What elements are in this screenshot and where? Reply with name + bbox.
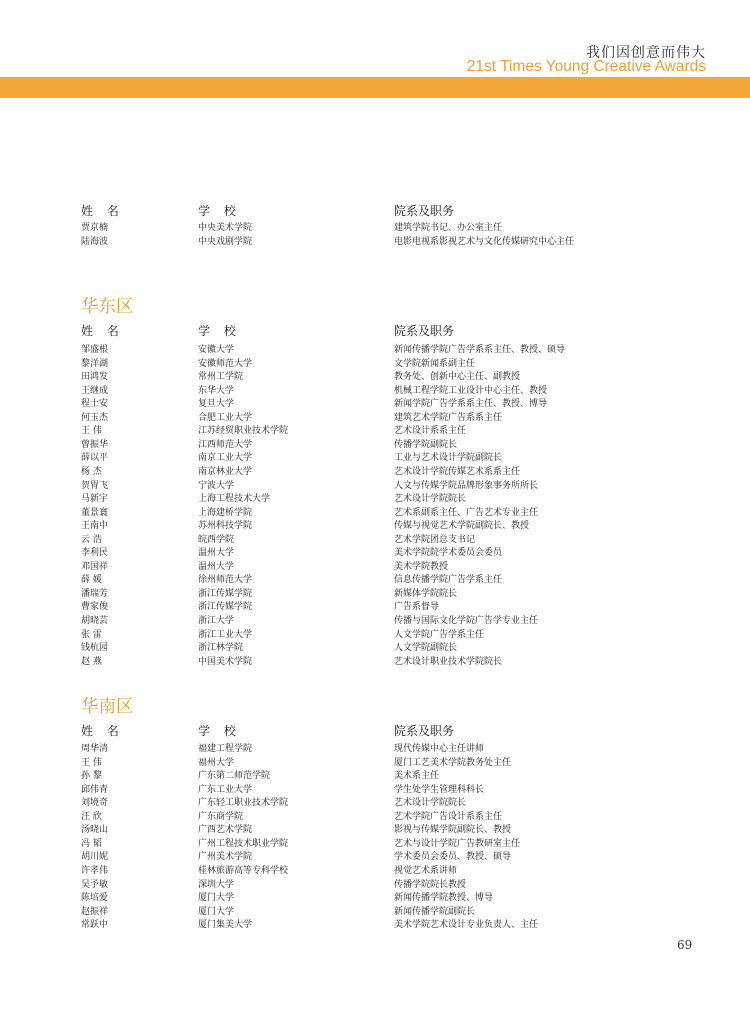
table-row [0,222,750,236]
position-cell: 人文学院副院长 [394,643,458,654]
header-bar [0,77,750,98]
school-cell: 温州大学 [198,548,235,559]
column-header-cell: 院系及职务 [394,204,455,218]
school-cell: 江苏经贸职业技术学院 [198,426,289,437]
school-cell: 安徽师范大学 [198,358,253,369]
table-row [0,520,750,534]
school-cell: 东华大学 [198,385,235,396]
school-cell: 广州工程技术职业学院 [198,838,289,849]
name-cell: 胡川妮 [81,852,109,863]
position-cell: 新闻传播学院副院长 [394,906,476,917]
table-row [0,811,750,825]
name-cell: 许孝伟 [81,865,109,876]
column-header-cell: 学 校 [198,724,241,738]
name-cell: 王 伟 [81,426,102,437]
position-cell: 教务处、创新中心主任、副教授 [394,372,521,383]
column-header-cell: 院系及职务 [394,324,455,338]
table-row [0,588,750,602]
name-cell: 孙 黎 [81,771,102,782]
table-row [0,574,750,588]
table-row [0,851,750,865]
position-cell: 机械工程学院工业设计中心主任、教授 [394,385,548,396]
position-cell: 工业与艺术设计学院副院长 [394,453,503,464]
position-cell: 艺术系副系主任、广告艺术专业主任 [394,507,539,518]
table-row [0,838,750,852]
school-cell: 浙江林学院 [198,643,244,654]
school-cell: 中央美术学院 [198,223,253,233]
name-cell: 董景寰 [81,507,109,518]
column-header [0,722,750,738]
table-row [0,371,750,385]
column-header-cell: 院系及职务 [394,724,455,738]
column-header-cell: 学 校 [198,324,241,338]
name-cell: 云 浩 [81,534,102,545]
name-cell: 贺胃飞 [81,480,109,491]
region-title: 华南区 [81,697,134,717]
table-row [0,493,750,507]
position-cell: 艺术设计学院院长 [394,494,467,505]
table-row [0,439,750,453]
position-cell: 建筑艺术学院广告系系主任 [394,412,503,423]
name-cell: 薛 媛 [81,575,102,586]
school-cell: 深圳大学 [198,879,235,890]
table-row [0,358,750,372]
name-cell: 冯 韬 [81,838,102,849]
school-cell: 南京工业大学 [198,453,253,464]
school-cell: 广东商学院 [198,811,244,822]
region-title: 华东区 [81,297,134,317]
name-cell: 曾振华 [81,439,109,450]
position-cell: 新闻传播学院广告学系系主任、教授、硕导 [394,345,566,355]
table-row [0,480,750,494]
name-cell: 钱杭园 [81,643,109,654]
table-row [0,398,750,412]
school-cell: 徐州师范大学 [198,575,253,586]
table-row [0,236,750,250]
position-cell: 传播与国际文化学院广告学专业主任 [394,616,539,626]
name-cell: 陆海波 [81,236,109,247]
name-cell: 周华清 [81,744,109,754]
school-cell: 安徽大学 [198,345,235,355]
table-row [0,615,750,629]
name-cell: 胡晓芸 [81,616,109,626]
column-header-cell: 姓 名 [81,204,124,218]
school-cell: 温州大学 [198,561,235,572]
position-cell: 人文与传媒学院品牌形象事务所所长 [394,480,539,491]
school-cell: 广东轻工职业技术学院 [198,798,289,809]
table-row [0,757,750,771]
position-cell: 传播学院院长教授 [394,879,467,890]
school-cell: 合肥工业大学 [198,412,253,423]
name-cell: 马新宇 [81,494,109,505]
name-cell: 邹盛根 [81,345,109,355]
column-header-cell: 姓 名 [81,724,124,738]
table-row [0,892,750,906]
school-cell: 浙江大学 [198,616,235,626]
name-cell: 田鸿发 [81,372,109,383]
table-row [0,385,750,399]
table-row [0,642,750,656]
position-cell: 艺术设计学院院长 [394,798,467,809]
position-cell: 电影电视系影视艺术与文化传媒研究中心主任 [394,236,575,247]
table-row [0,547,750,561]
name-cell: 曹家俊 [81,602,109,613]
name-cell: 张 雷 [81,629,102,640]
page-number: 69 [677,938,693,952]
name-cell: 李利民 [81,548,109,559]
school-cell: 福建工程学院 [198,744,253,754]
position-cell: 传播学院副院长 [394,439,458,450]
table-row [0,507,750,521]
position-cell: 建筑学院书记、办公室主任 [394,223,503,233]
table-row [0,879,750,893]
name-cell: 吴予敏 [81,879,109,890]
name-cell: 薛以平 [81,453,109,464]
column-header-cell: 学 校 [198,204,241,218]
position-cell: 艺术设计系系主任 [394,426,467,437]
position-cell: 艺术设计学院传媒艺术系系主任 [394,466,521,477]
school-cell: 厦门集美大学 [198,920,253,931]
position-cell: 艺术与设计学院广告教研室主任 [394,838,521,849]
name-cell: 邓国祥 [81,561,109,572]
position-cell: 文学院新闻系副主任 [394,358,476,369]
school-cell: 皖西学院 [198,534,235,545]
name-cell: 常跃中 [81,920,109,931]
position-cell: 美术学院院学术委员会委员 [394,548,503,559]
school-cell: 桂林旅游高等专科学校 [198,865,289,876]
name-cell: 赵振祥 [81,906,109,917]
table-row [0,919,750,933]
name-cell: 刘境奇 [81,798,109,809]
table-row [0,412,750,426]
column-header [0,322,750,338]
school-cell: 浙江传媒学院 [198,588,253,599]
table-row [0,561,750,575]
school-cell: 江西师范大学 [198,439,253,450]
position-cell: 影视与传媒学院副院长、教授 [394,825,512,836]
school-cell: 厦门大学 [198,893,235,904]
table-row [0,466,750,480]
position-cell: 美术学院艺术设计专业负责人、主任 [394,920,539,931]
table-row [0,865,750,879]
name-cell: 黎洋湖 [81,358,109,369]
position-cell: 新媒体学院院长 [394,588,458,599]
table-row [0,534,750,548]
school-cell: 常州工学院 [198,372,244,383]
table-row [0,601,750,615]
school-cell: 宁波大学 [198,480,235,491]
name-cell: 王 伟 [81,757,102,768]
name-cell: 程士安 [81,399,109,410]
table-row [0,425,750,439]
table-row [0,743,750,757]
position-cell: 艺术学院广告设计系系主任 [394,811,503,822]
school-cell: 浙江传媒学院 [198,602,253,613]
school-cell: 中央戏剧学院 [198,236,253,247]
school-cell: 浙江工业大学 [198,629,253,640]
name-cell: 汤晓山 [81,825,109,836]
school-cell: 南京林业大学 [198,466,253,477]
position-cell: 学术委员会委员、教授、硕导 [394,852,512,863]
table-row [0,797,750,811]
position-cell: 艺术设计职业技术学院院长 [394,656,503,667]
column-header [0,202,750,218]
table-row [0,906,750,920]
position-cell: 现代传媒中心主任讲师 [394,744,485,754]
header-title-en: 21st Times Young Creative Awards [466,58,706,75]
position-cell: 视觉艺术系讲师 [394,865,458,876]
table-row [0,770,750,784]
school-cell: 厦门大学 [198,906,235,917]
name-cell: 邱伟青 [81,784,109,795]
position-cell: 人文学院广告学系主任 [394,629,485,640]
school-cell: 复旦大学 [198,399,235,410]
school-cell: 广东第二师范学院 [198,771,271,782]
name-cell: 何玉杰 [81,412,109,423]
school-cell: 广东工业大学 [198,784,253,795]
name-cell: 杨 杰 [81,466,102,477]
table-row [0,344,750,358]
table-row [0,629,750,643]
school-cell: 福州大学 [198,757,235,768]
table-row [0,784,750,798]
name-cell: 汪 欣 [81,811,102,822]
school-cell: 广州美术学院 [198,852,253,863]
table-row [0,824,750,838]
school-cell: 广西艺术学院 [198,825,253,836]
school-cell: 上海建桥学院 [198,507,253,518]
header-title-cn: 我们因创意而伟大 [586,45,706,61]
position-cell: 新闻传播学院教授、博导 [394,893,494,904]
position-cell: 美术系主任 [394,771,440,782]
position-cell: 艺术学院团总支书记 [394,534,476,545]
position-cell: 信息传播学院广告学系主任 [394,575,503,586]
position-cell: 学生处学生管理科科长 [394,784,485,795]
name-cell: 潘瑞芳 [81,588,109,599]
school-cell: 上海工程技术大学 [198,494,271,505]
table-row [0,656,750,670]
column-header-cell: 姓 名 [81,324,124,338]
position-cell: 厦门工艺美术学院教务处主任 [394,757,512,768]
name-cell: 贾京楠 [81,223,109,233]
school-cell: 中国美术学院 [198,656,253,667]
name-cell: 陈培爱 [81,893,109,904]
position-cell: 美术学院教授 [394,561,449,572]
name-cell: 王继成 [81,385,109,396]
name-cell: 赵 燕 [81,656,102,667]
position-cell: 传媒与视觉艺术学院副院长、教授 [394,521,530,532]
school-cell: 苏州科技学院 [198,521,253,532]
position-cell: 广告系督导 [394,602,440,613]
table-row [0,452,750,466]
name-cell: 王南中 [81,521,109,532]
position-cell: 新闻学院广告学系系主任、教授、博导 [394,399,548,410]
